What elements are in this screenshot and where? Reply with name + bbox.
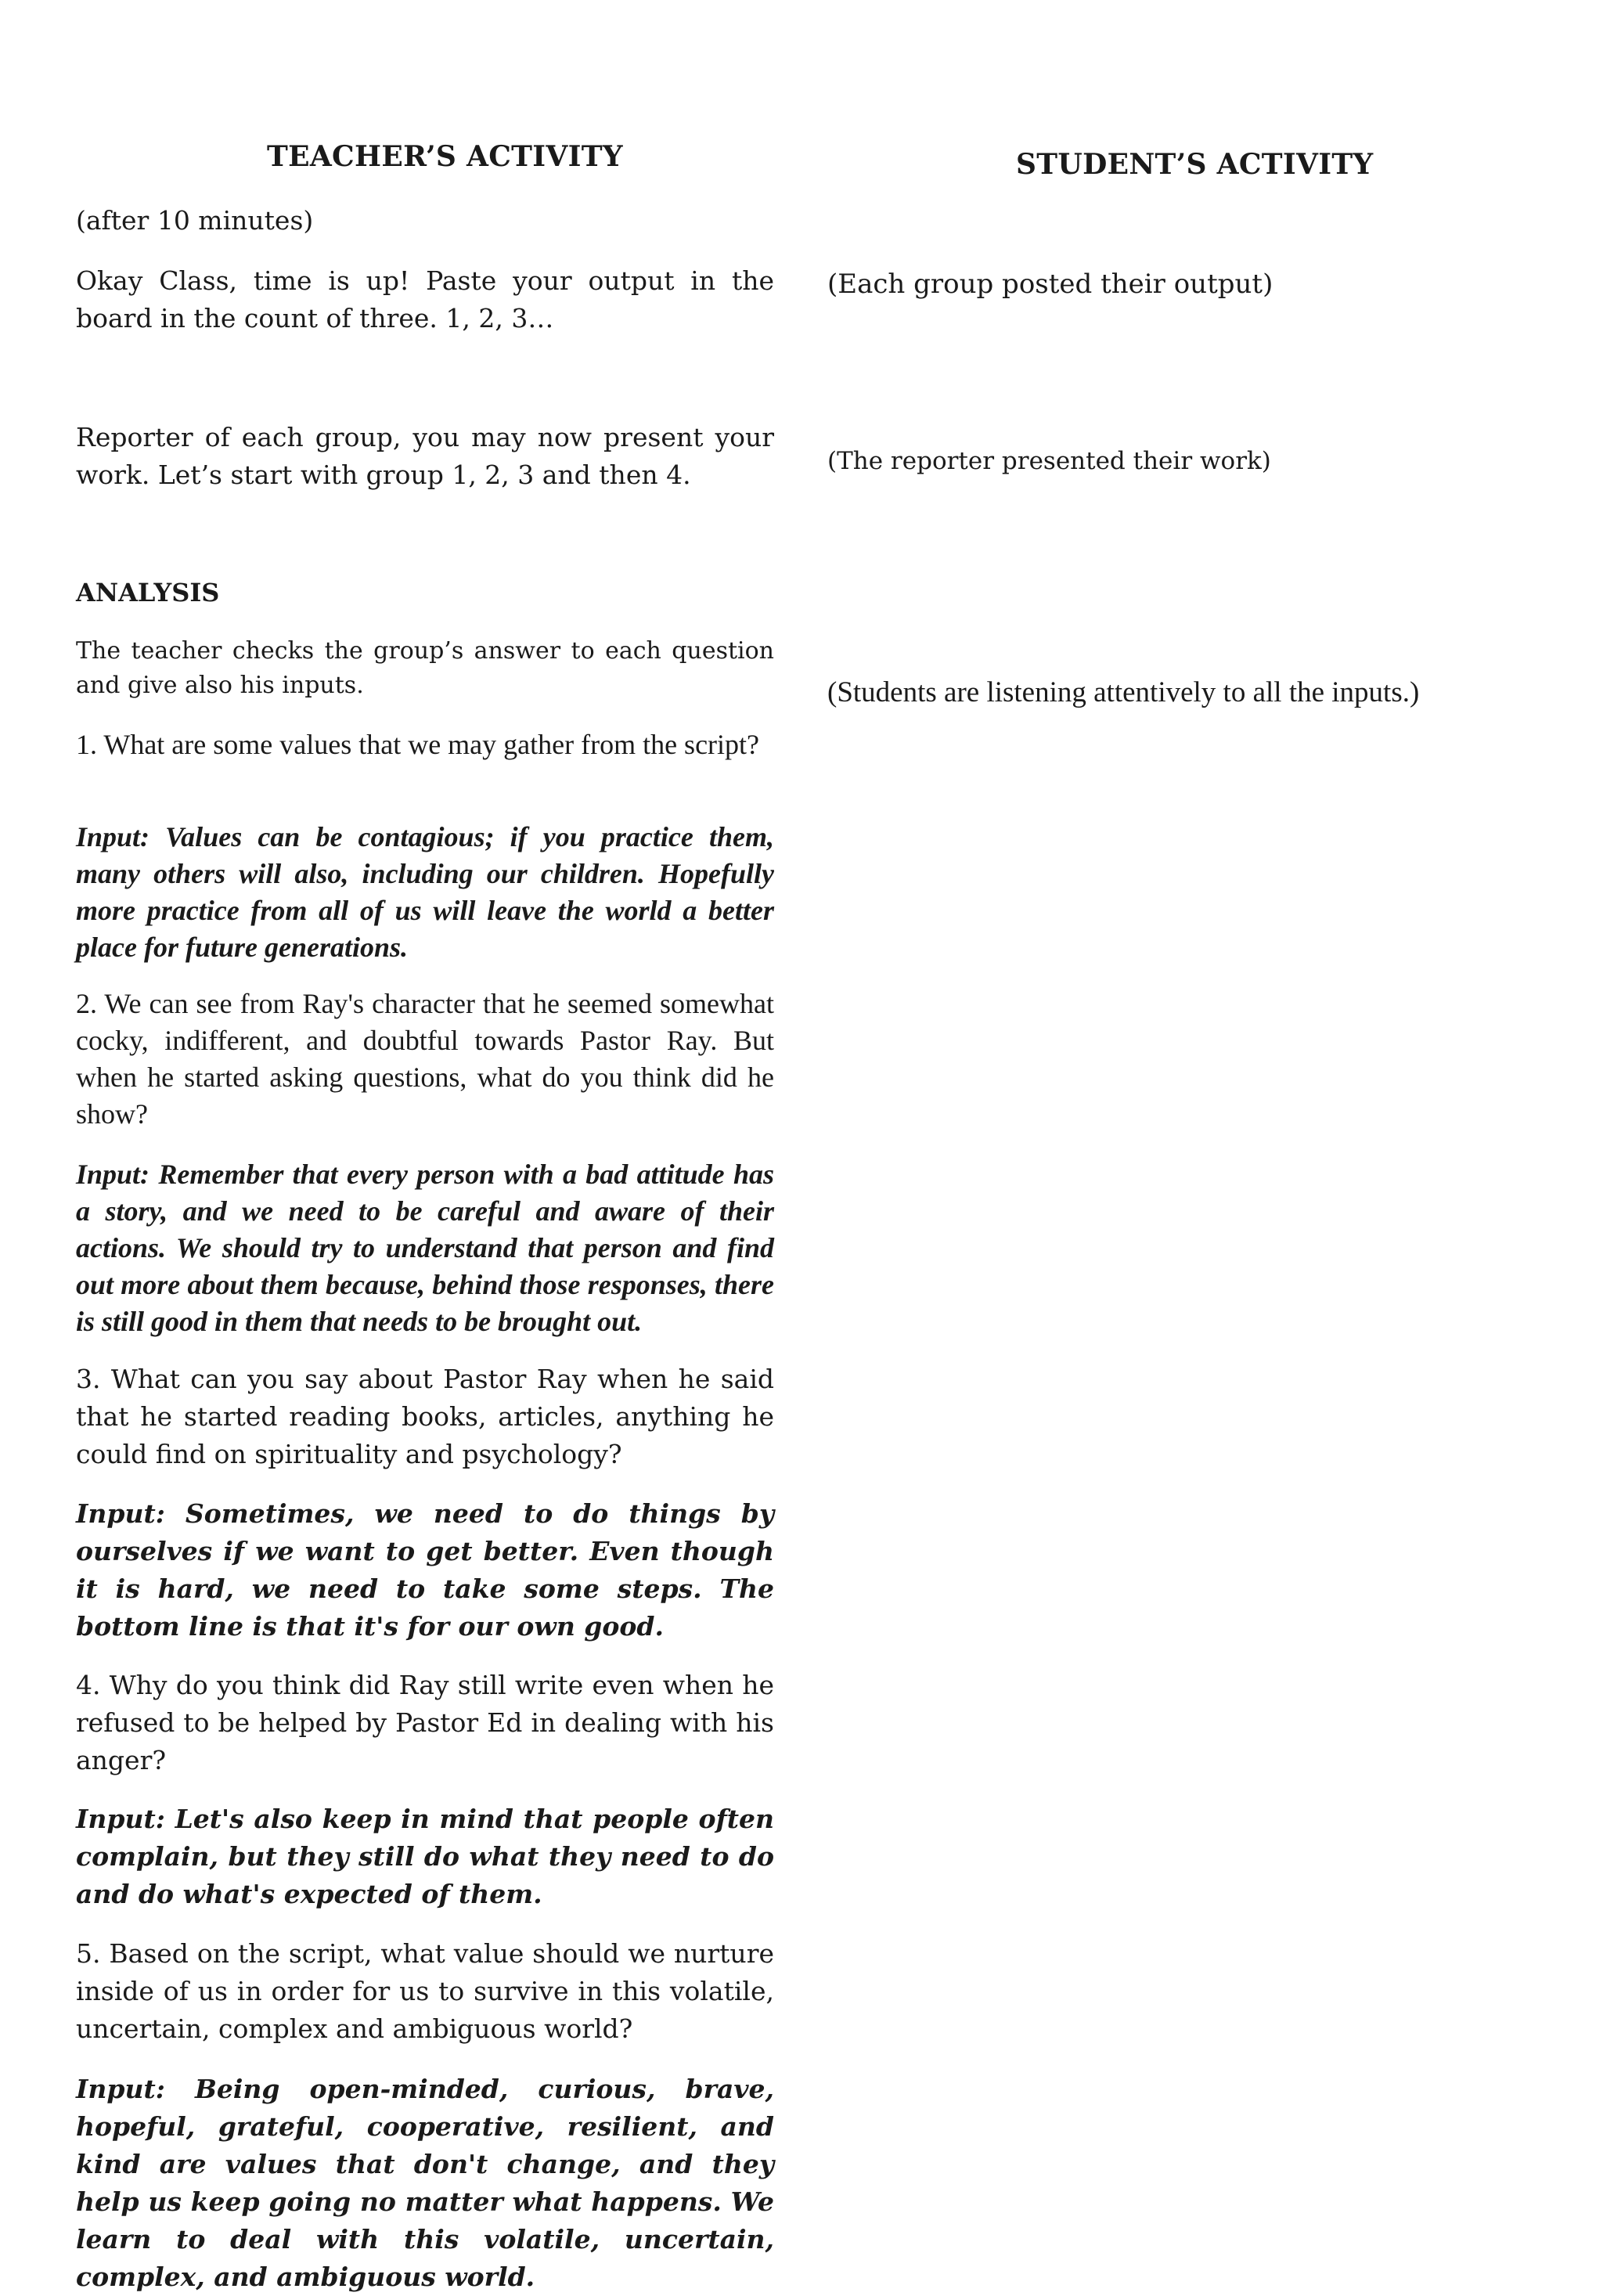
question-2: 2. We can see from Ray's character that he seemed somewhat cocky, indifferent, and doubtful towards Pastor Ray. But when he started asking questions, what do you think did he show? bbox=[76, 988, 774, 1130]
input-5: Input: Being open-minded, curious, brave, hopeful, grateful, cooperative, resilient, and kind are values that don't change, and they help us keep going no matter what happens. We learn to deal with this volatile, uncertain, complex, and ambiguous world. bbox=[76, 2074, 774, 2292]
question-5: 5. Based on the script, what value should we nurture inside of us in order for us to survive in this volatile, uncertain, complex and ambiguous world? bbox=[76, 1938, 774, 2044]
input-4: Input: Let's also keep in mind that people often complain, but they still do what they need to do and do what's expected of them. bbox=[76, 1804, 774, 1909]
question-4: 4. Why do you think did Ray still write even when he refused to be helped by Pastor Ed in dealing with his anger? bbox=[76, 1670, 774, 1775]
analysis-intro: The teacher checks the group’s answer to each question and give also his inputs. bbox=[76, 637, 774, 699]
teacher-activity-heading: TEACHER’S ACTIVITY bbox=[267, 140, 623, 173]
paste-output-instruction: Okay Class, time is up! Paste your output in the board in the count of three. 1, 2, 3… bbox=[76, 265, 774, 333]
student-activity-heading: STUDENT’S ACTIVITY bbox=[1016, 148, 1374, 181]
after-time-note: (after 10 minutes) bbox=[76, 205, 314, 236]
question-1: 1. What are some values that we may gather from the script? bbox=[76, 729, 760, 760]
student-posted-output: (Each group posted their output) bbox=[827, 269, 1273, 300]
input-2: Input: Remember that every person with a bad attitude has a story, and we need to be careful and aware of their actions. We should try to understand that person and find out more about them because, behind those responses, there is still good in them that needs to be brought out. bbox=[76, 1159, 774, 1337]
student-reporter-presented: (The reporter presented their work) bbox=[827, 447, 1271, 475]
analysis-label: ANALYSIS bbox=[76, 578, 220, 607]
student-listening: (Students are listening attentively to all the inputs.) bbox=[827, 676, 1420, 708]
input-3: Input: Sometimes, we need to do things by ourselves if we want to get better. Even though it is hard, we need to take some steps. The bottom line is that it's for our own good. bbox=[76, 1498, 774, 1642]
question-3: 3. What can you say about Pastor Ray when he said that he started reading books, articles, anything he could find on spirituality and psychology? bbox=[76, 1364, 774, 1469]
reporter-instruction: Reporter of each group, you may now present your work. Let’s start with group 1, 2, 3 and then 4. bbox=[76, 422, 774, 490]
input-1: Input: Values can be contagious; if you practice them, many others will also, including our children. Hopefully more practice from all of us will leave the world a better place for future generations. bbox=[76, 821, 774, 963]
